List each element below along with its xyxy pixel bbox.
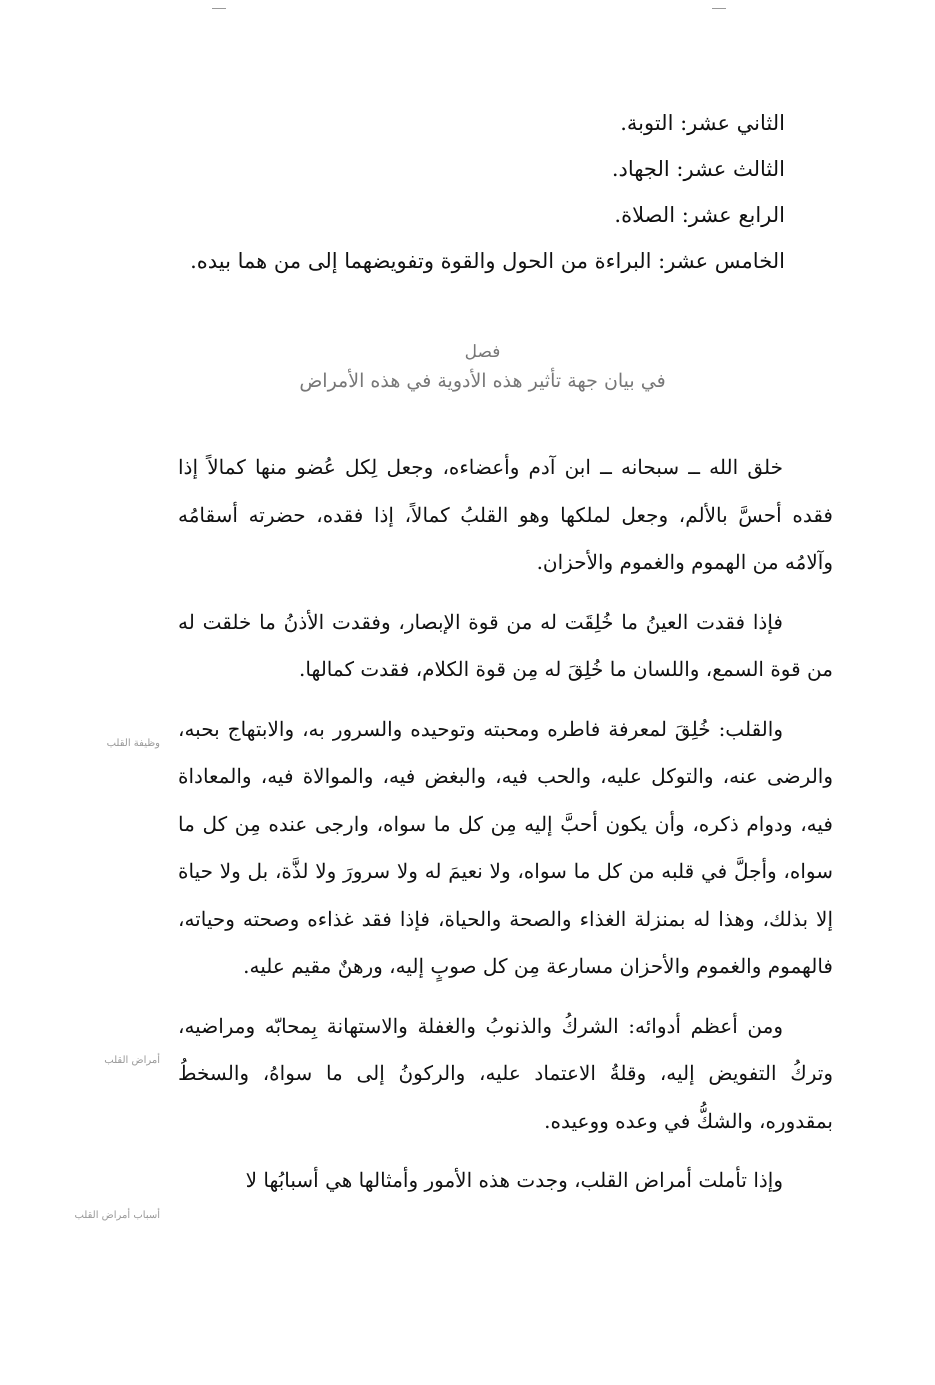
paragraph: خلق الله ــ سبحانه ــ ابن آدم وأعضاءه، وجعل لِكل عُضو منها كمالاً إذا فقده أحسَّ بالألم، وجعل لملكها وهو القلبُ كمالاً، إذا فقده، حضرته أسقامُه وآلامُه من الهموم والغموم والأحزان. (178, 455, 833, 574)
section-heading (180, 340, 785, 398)
margin-note: وظيفة القلب (106, 738, 160, 749)
paragraph: وإذا تأملت أمراض القلب، وجدت هذه الأمور وأمثالها هي أسبابُها لا (245, 1168, 783, 1192)
top-mark-right (712, 8, 726, 9)
paragraph: ومن أعظم أدوائه: الشركُ والذنوبُ والغفلة والاستهانة بِمحابّه ومراضيه، وتركُ التفويض إليه، وقلةُ الاعتماد عليه، والركونُ إلى ما سواهُ، والسخطُ بمقدوره، والشكُّ في وعده ووعيده. (178, 1013, 833, 1133)
top-mark-left (212, 8, 226, 9)
paragraph: والقلب: خُلِقَ لمعرفة فاطره ومحبته وتوحيده والسرور به، والابتهاج بحبه، والرضى عنه، والتوكل عليه، والحب فيه، والبغض فيه، والموالاة فيه، والمعاداة فيه، ودوام ذكره، وأن يكون أحبَّ إليه مِن كل ما سواه، وارجى عنده مِن كل ما سواه، وأجلَّ في قلبه من كل ما سواه، ولا نعيمَ له ولا سرورَ ولا لذَّة، بل ولا حياة إلا بذلك، وهذا له بمنزلة الغذاء والصحة والحياة، فإذا فقد غذاءه وصحته وحياته، فالهموم والغموم والأحزان مسارعة مِن كل صوبٍ إليه، ورهنٌ مقيم عليه. (178, 716, 833, 978)
paragraph: فإذا فقدت العينُ ما خُلِقَت له من قوة الإبصار، وفقدت الأذنُ ما خلقت له من قوة السمع، واللسان ما خُلِقَ له مِن قوة الكلام، فقدت كمالها. (178, 609, 833, 681)
list-item: الثاني عشر: التوبة. (620, 111, 785, 135)
margin-note: أسباب أمراض القلب (74, 1210, 160, 1221)
list-item: الثالث عشر: الجهاد. (611, 157, 785, 181)
margin-note: أمراض القلب (104, 1055, 160, 1066)
list-item: الخامس عشر: البراءة من الحول والقوة وتفويضهما إلى من هما بيده. (190, 249, 785, 273)
body-text (178, 444, 833, 1217)
section-label: فصل (464, 342, 501, 362)
list-item: الرابع عشر: الصلاة. (614, 203, 785, 227)
section-title: في بيان جهة تأثير هذه الأدوية في هذه الأمراض (299, 370, 666, 392)
numbered-list (180, 100, 785, 284)
